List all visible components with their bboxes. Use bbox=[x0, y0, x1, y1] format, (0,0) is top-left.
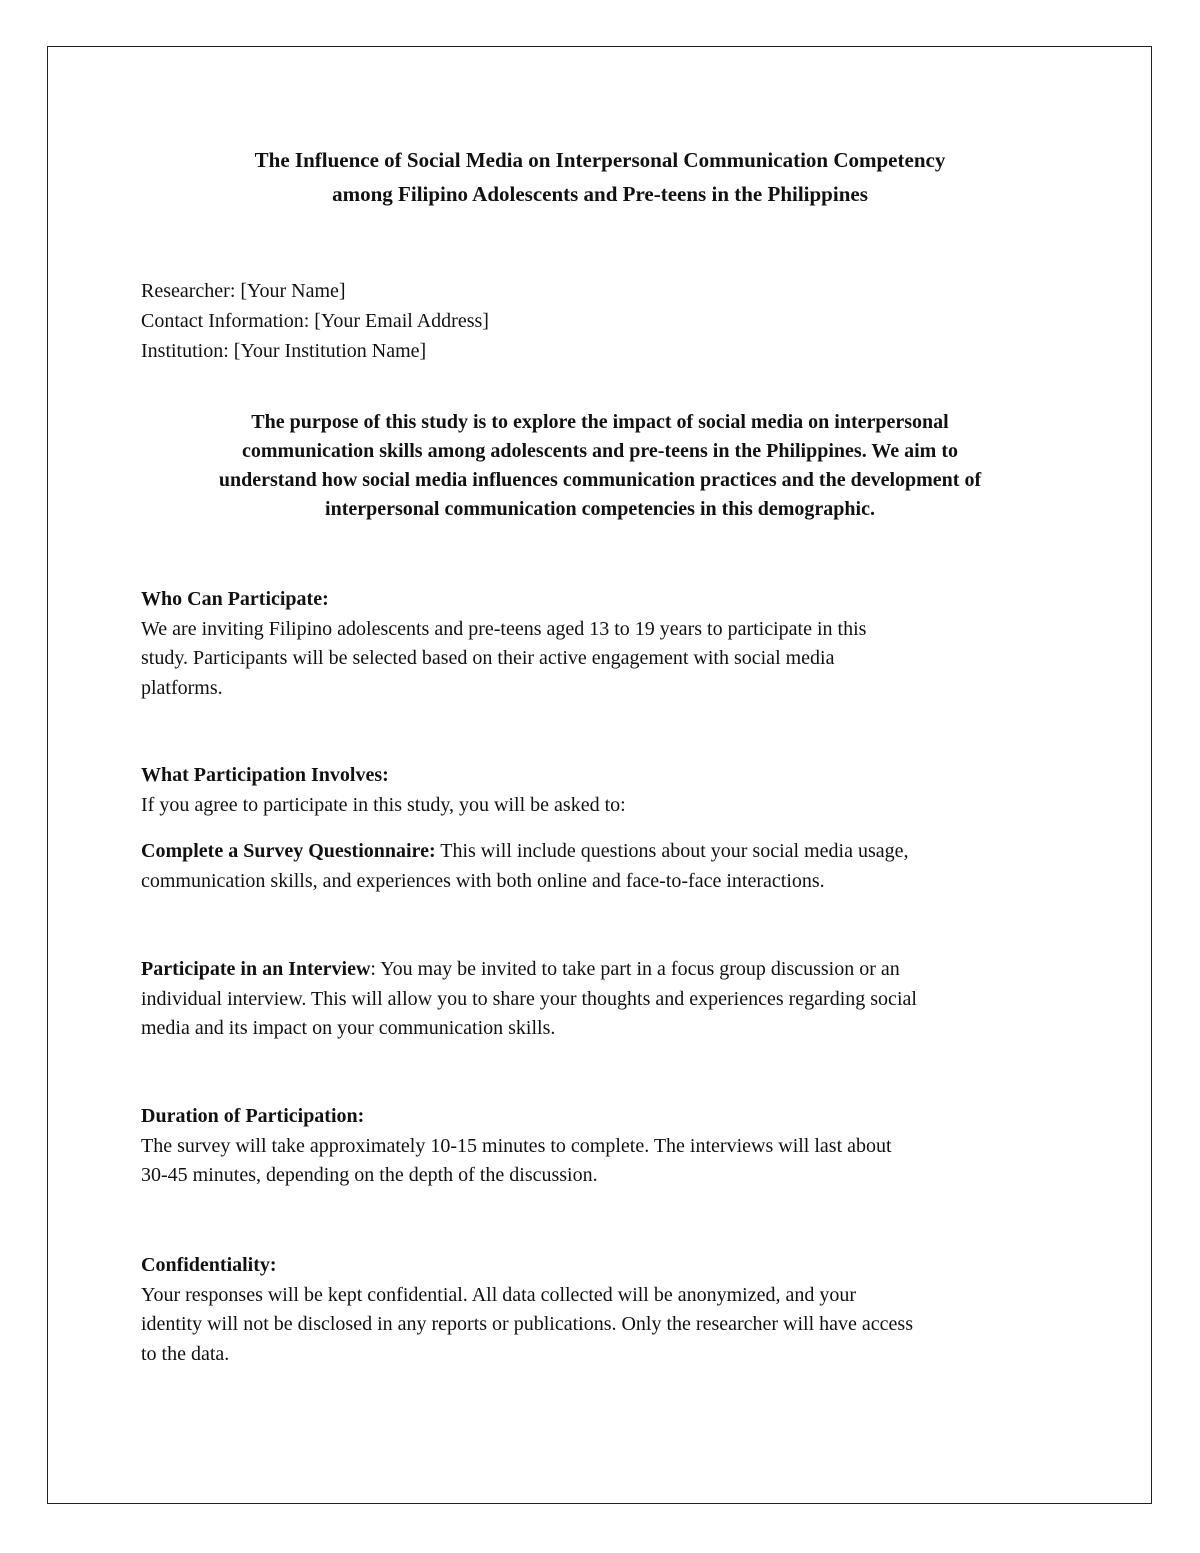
researcher-line: Researcher: [Your Name] bbox=[141, 280, 346, 302]
interview-text: : You may be invited to take part in a focus group discussion or an bbox=[370, 958, 900, 980]
section-heading: What Participation Involves: bbox=[141, 764, 389, 786]
survey-label: Complete a Survey Questionnaire: bbox=[141, 840, 436, 862]
paragraph-line: individual interview. This will allow you to share your thoughts and experiences regarding social bbox=[141, 987, 917, 1010]
paragraph-line: We are inviting Filipino adolescents and pre-teens aged 13 to 19 years to participate in this bbox=[141, 617, 867, 640]
paragraph-line: If you agree to participate in this study, you will be asked to: bbox=[141, 793, 626, 816]
participation-involves-section bbox=[141, 761, 1081, 820]
title-line-2: among Filipino Adolescents and Pre-teens in the Philippines bbox=[332, 182, 868, 206]
paragraph-line: media and its impact on your communication skills. bbox=[141, 1017, 556, 1039]
contact-line: Contact Information: [Your Email Address] bbox=[141, 310, 489, 332]
survey-item bbox=[141, 837, 1081, 896]
paragraph-line: Your responses will be kept confidential. All data collected will be anonymized, and your bbox=[141, 1283, 857, 1306]
confidentiality-section bbox=[141, 1251, 1081, 1369]
paragraph-line: platforms. bbox=[141, 676, 223, 699]
paragraph-line: identity will not be disclosed in any reports or publications. Only the researcher will have access bbox=[141, 1313, 914, 1335]
purpose-line-4: interpersonal communication competencies in this demographic. bbox=[325, 498, 875, 520]
purpose-line-1: The purpose of this study is to explore the impact of social media on interpersonal bbox=[251, 411, 949, 433]
paragraph-line: to the data. bbox=[141, 1342, 230, 1365]
paragraph-line: The survey will take approximately 10-15 minutes to complete. The interviews will last about bbox=[141, 1134, 892, 1157]
purpose-statement bbox=[140, 408, 1060, 524]
document-title bbox=[100, 143, 1100, 211]
section-heading: Confidentiality: bbox=[141, 1254, 277, 1276]
duration-section bbox=[141, 1102, 1081, 1191]
section-heading: Who Can Participate: bbox=[141, 588, 329, 610]
paragraph-line: study. Participants will be selected based on their active engagement with social media bbox=[141, 647, 835, 669]
title-line-1: The Influence of Social Media on Interpersonal Communication Competency bbox=[254, 148, 946, 172]
interview-item bbox=[141, 955, 1081, 1044]
paragraph-line bbox=[141, 837, 1081, 867]
survey-text: This will include questions about your social media usage, bbox=[435, 840, 909, 862]
purpose-line-3: understand how social media influences communication practices and the development of bbox=[218, 469, 982, 491]
who-can-participate-section bbox=[141, 585, 1081, 703]
section-heading: Duration of Participation: bbox=[141, 1105, 365, 1127]
institution-line: Institution: [Your Institution Name] bbox=[141, 340, 427, 362]
paragraph-line bbox=[141, 955, 1081, 985]
paragraph-line: 30-45 minutes, depending on the depth of the discussion. bbox=[141, 1164, 598, 1186]
interview-label: Participate in an Interview bbox=[141, 958, 371, 980]
purpose-line-2: communication skills among adolescents and pre-teens in the Philippines. We aim to bbox=[242, 440, 958, 462]
researcher-info bbox=[141, 276, 489, 366]
paragraph-line: communication skills, and experiences with both online and face-to-face interactions. bbox=[141, 869, 825, 892]
